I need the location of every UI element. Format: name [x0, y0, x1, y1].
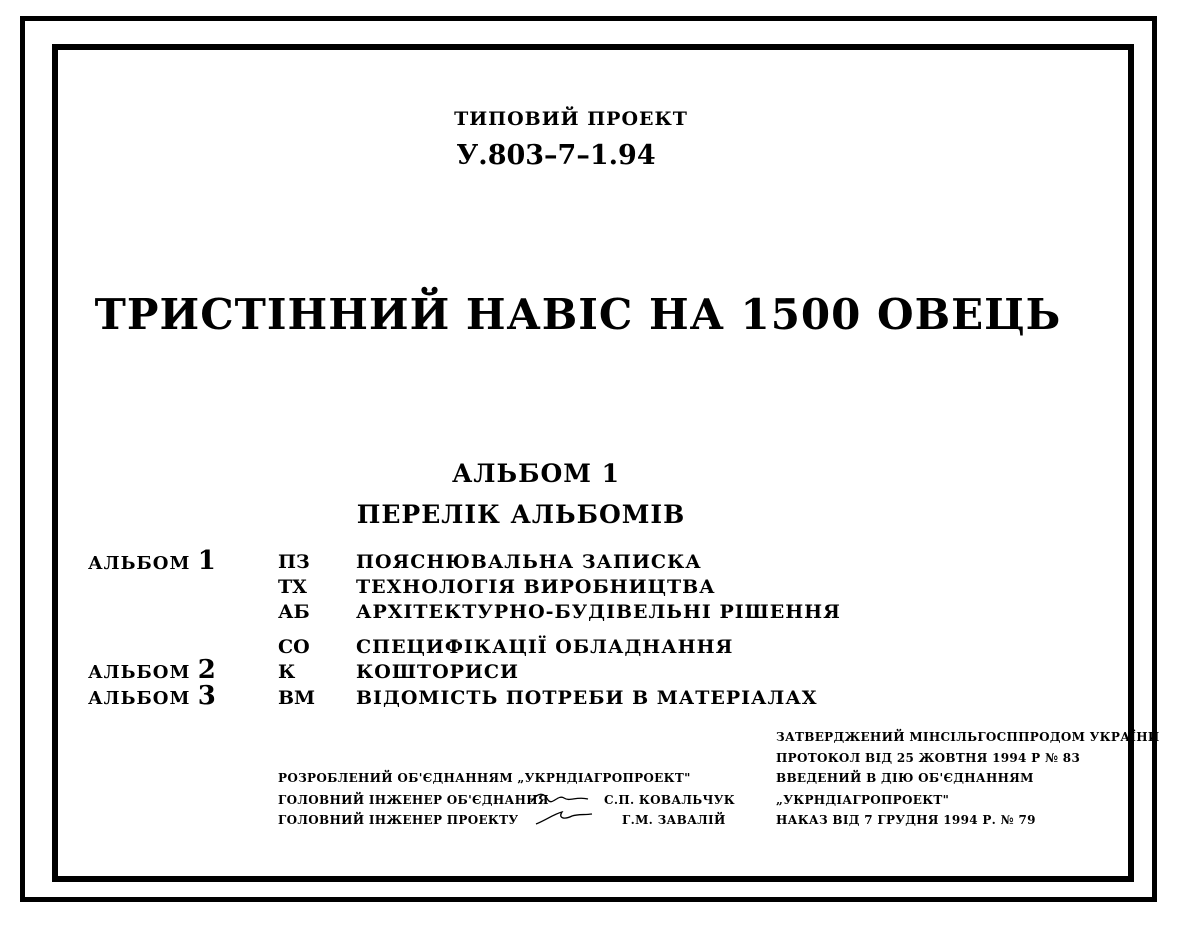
section-name: КОШТОРИСИ — [356, 661, 519, 683]
section-code: ПЗ — [278, 551, 310, 573]
project-type: ТИПОВИЙ ПРОЕКТ — [454, 108, 688, 130]
project-engineer-name: Г.М. ЗАВАЛІЙ — [622, 813, 726, 827]
developed-by: РОЗРОБЛЕНИЙ ОБ'ЄДНАННЯМ „УКРНДІАГРОПРОЕКТ" — [278, 771, 691, 785]
section-code: К — [278, 661, 296, 683]
album-list-title: ПЕРЕЛІК АЛЬБОМІВ — [356, 500, 686, 529]
album-2-label: АЛЬБОМ 2 — [88, 655, 217, 685]
album-3-label: АЛЬБОМ 3 — [88, 681, 217, 711]
signature-zavaliy — [532, 806, 596, 830]
approval-line-5: НАКАЗ ВІД 7 ГРУДНЯ 1994 Р. № 79 — [776, 813, 1036, 827]
project-number: У.803–7–1.94 — [456, 140, 656, 171]
section-name: ВІДОМІСТЬ ПОТРЕБИ В МАТЕРІАЛАХ — [356, 687, 818, 709]
album-1-label: АЛЬБОМ 1 — [88, 546, 217, 576]
section-name: СПЕЦИФІКАЦІЇ ОБЛАДНАННЯ — [356, 636, 734, 658]
section-code: АБ — [278, 601, 310, 623]
section-code: ТХ — [278, 576, 307, 598]
section-name: ПОЯСНЮВАЛЬНА ЗАПИСКА — [356, 551, 702, 573]
album-heading: АЛЬБОМ 1 — [451, 459, 621, 488]
section-name: ТЕХНОЛОГІЯ ВИРОБНИЦТВА — [356, 576, 716, 598]
chief-engineer-name: С.П. КОВАЛЬЧУК — [604, 793, 736, 807]
approval-line-1: ЗАТВЕРДЖЕНИЙ МІНСІЛЬГОСППРОДОМ УКРАЇНИ — [776, 730, 1160, 744]
document-title: ТРИСТІННИЙ НАВІС НА 1500 ОВЕЦЬ — [94, 290, 1062, 339]
section-code: ВМ — [278, 687, 316, 709]
chief-engineer-label: ГОЛОВНИЙ ІНЖЕНЕР ОБ'ЄДНАННЯ — [278, 793, 549, 807]
section-code: СО — [278, 636, 310, 658]
approval-line-4: „УКРНДІАГРОПРОЕКТ" — [776, 793, 950, 807]
signature-kovalchuk — [528, 788, 592, 808]
section-name: АРХІТЕКТУРНО-БУДІВЕЛЬНІ РІШЕННЯ — [356, 601, 841, 623]
approval-line-3: ВВЕДЕНИЙ В ДІЮ ОБ'ЄДНАННЯМ — [776, 771, 1034, 785]
approval-line-2: ПРОТОКОЛ ВІД 25 ЖОВТНЯ 1994 Р № 83 — [776, 751, 1081, 765]
project-engineer-label: ГОЛОВНИЙ ІНЖЕНЕР ПРОЕКТУ — [278, 813, 519, 827]
